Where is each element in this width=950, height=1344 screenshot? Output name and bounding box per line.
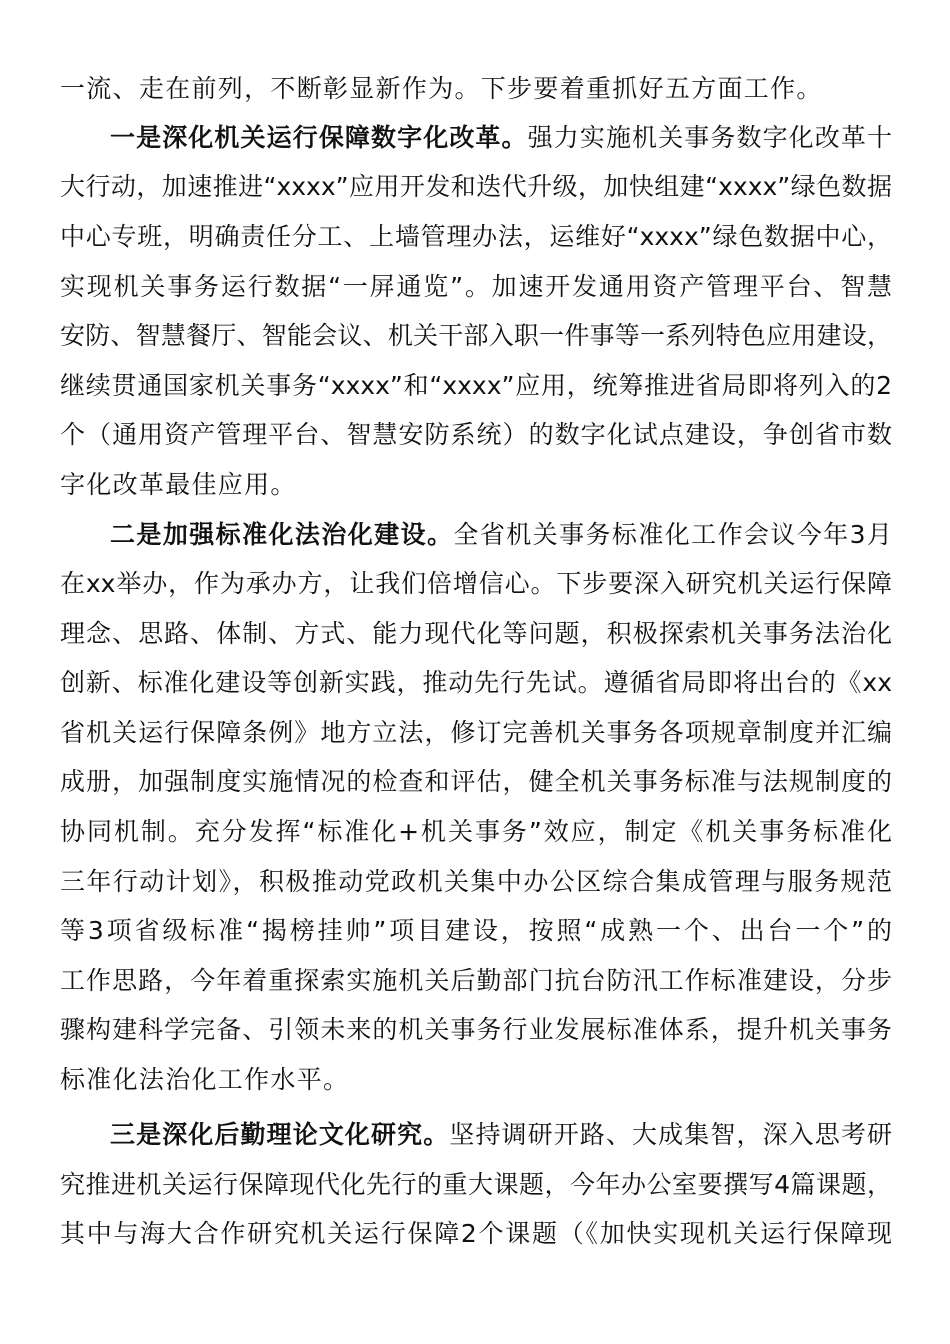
text-line: 在xx举办，作为承办方，让我们倍增信心。下步要深入研究机关运行保障 [60, 569, 892, 598]
paragraph-heading: 一是深化机关运行保障数字化改革。 [110, 123, 528, 152]
paragraph-first-line [110, 1110, 892, 1159]
text-line: 究推进机关运行保障现代化先行的重大课题，今年办公室要撰写4篇课题， [60, 1170, 892, 1199]
text-line: 工作思路，今年着重探索实施机关后勤部门抗台防汛工作标准建设，分步 [60, 966, 892, 995]
paragraph-heading: 三是深化后勤理论文化研究。 [110, 1120, 450, 1149]
text-line: 大行动，加速推进“xxxx”应用开发和迭代升级，加快组建“xxxx”绿色数据 [60, 172, 892, 201]
text-line: 字化改革最佳应用。 [60, 470, 297, 499]
text-segment: 强力实施机关事务数字化改革十 [527, 123, 892, 152]
text-line: 省机关运行保障条例》地方立法，修订完善机关事务各项规章制度并汇编 [60, 718, 892, 747]
text-line: 骤构建科学完备、引领未来的机关事务行业发展标准体系，提升机关事务 [60, 1015, 892, 1044]
text-segment: 坚持调研开路、大成集智，深入思考研 [449, 1120, 892, 1149]
text-line: 一流、走在前列，不断彰显新作为。下步要着重抓好五方面工作。 [60, 74, 823, 103]
text-segment: 全省机关事务标准化工作会议今年3月 [453, 520, 892, 549]
text-line: 标准化法治化工作水平。 [60, 1065, 350, 1094]
text-line: 其中与海大合作研究机关运行保障2个课题（《加快实现机关运行保障现 [60, 1219, 892, 1248]
text-line: 继续贯通国家机关事务“xxxx”和“xxxx”应用，统筹推进省局即将列入的2 [60, 371, 892, 400]
text-line: 实现机关事务运行数据“一屏通览”。加速开发通用资产管理平台、智慧 [60, 272, 892, 301]
text-line: 三年行动计划》，积极推动党政机关集中办公区综合集成管理与服务规范 [60, 867, 892, 896]
text-line: 创新、标准化建设等创新实践，推动先行先试。遵循省局即将出台的《xx [60, 668, 892, 697]
text-line: 中心专班，明确责任分工、上墙管理办法，运维好“xxxx”绿色数据中心， [60, 222, 892, 251]
text-line: 安防、智慧餐厅、智能会议、机关干部入职一件事等一系列特色应用建设， [60, 321, 892, 350]
paragraph-first-line [110, 510, 892, 559]
paragraph-first-line [110, 113, 892, 162]
text-line: 成册，加强制度实施情况的检查和评估，健全机关事务标准与法规制度的 [60, 767, 892, 796]
text-line: 个（通用资产管理平台、智慧安防系统）的数字化试点建设，争创省市数 [60, 420, 892, 449]
text-line: 协同机制。充分发挥“标准化+机关事务”效应，制定《机关事务标准化 [60, 817, 892, 846]
text-line: 理念、思路、体制、方式、能力现代化等问题，积极探索机关事务法治化 [60, 619, 892, 648]
paragraph-heading: 二是加强标准化法治化建设。 [110, 520, 454, 549]
text-line: 等3项省级标准“揭榜挂帅”项目建设，按照“成熟一个、出台一个”的 [60, 916, 892, 945]
